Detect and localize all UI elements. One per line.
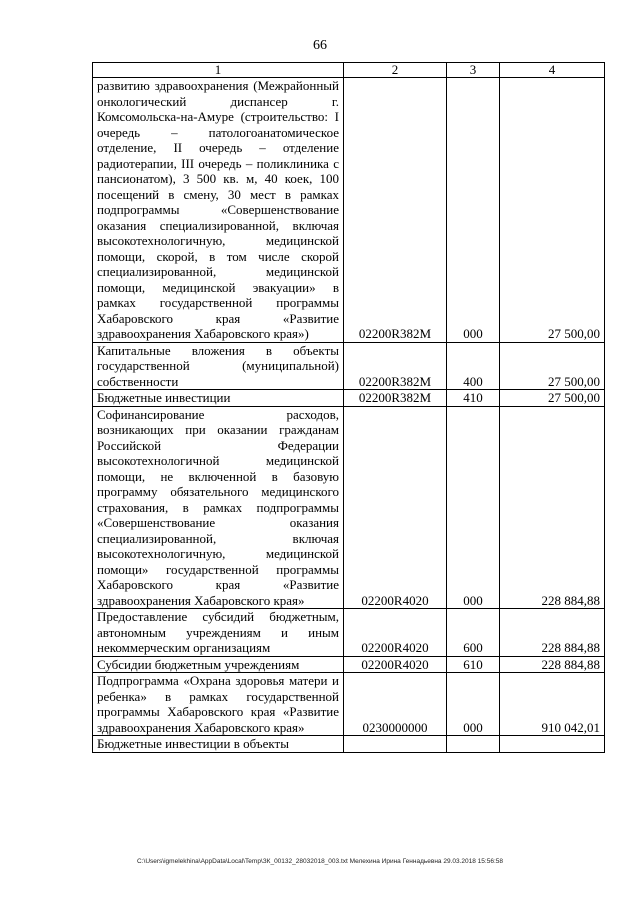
row-code: 02200R4020 (344, 656, 447, 673)
row-description: Субсидии бюджетным учреждениям (93, 656, 344, 673)
document-footer-path: C:\Users\igmelekhina\AppData\Local\Temp\ЗК_00132_28032018_003.txt Мелехина Ирина Геннадьевна 29.03.2018 15:56:58 (137, 858, 503, 865)
row-amount: 27 500,00 (500, 78, 605, 343)
row-code: 02200R382M (344, 390, 447, 407)
table-row (93, 609, 605, 657)
column-header-1: 1 (93, 63, 344, 78)
row-type: 400 (447, 342, 500, 390)
table-row (93, 406, 605, 609)
table-row (93, 390, 605, 407)
row-description: развитию здравоохранения (Межрайонный онкологический диспансер г. Комсомольска-на-Амуре (строительство: I очередь – патологоанатомическое отделение, II очередь – отделение радиотерапии, III очередь – поликлиника с пансионатом), 3 500 кв. м, 40 коек, 100 посещений в смену, 30 мест в рамках подпрограммы «Совершенствование оказания специализированной, включая высокотехнологичную, медицинской помощи, скорой, в том числе скорой специализированной, медицинской помощи, медицинской эвакуации» в рамках государственной программы Хабаровского края «Развитие здравоохранения Хабаровского края») (93, 78, 344, 343)
row-amount (500, 736, 605, 753)
table-row (93, 78, 605, 343)
row-description: Бюджетные инвестиции в объекты (93, 736, 344, 753)
row-type: 600 (447, 609, 500, 657)
row-type: 000 (447, 673, 500, 736)
row-type: 610 (447, 656, 500, 673)
column-header-2: 2 (344, 63, 447, 78)
row-description: Подпрограмма «Охрана здоровья матери и ребенка» в рамках государственной программы Хабаровского края «Развитие здравоохранения Хабаровского края» (93, 673, 344, 736)
row-code: 02200R382M (344, 342, 447, 390)
table-row (93, 656, 605, 673)
table-row (93, 736, 605, 753)
table-header-row (93, 63, 605, 78)
table-row (93, 342, 605, 390)
row-code: 02200R4020 (344, 406, 447, 609)
row-type: 410 (447, 390, 500, 407)
row-type: 000 (447, 406, 500, 609)
row-description: Софинансирование расходов, возникающих при оказании гражданам Российской Федерации высокотехнологичной медицинской помощи, не включенной в базовую программу обязательного медицинского страхования, в рамках подпрограммы «Совершенствование оказания специализированной, включая высокотехнологичную, медицинской помощи» государственной программы Хабаровского края «Развитие здравоохранения Хабаровского края» (93, 406, 344, 609)
row-code (344, 736, 447, 753)
row-type (447, 736, 500, 753)
row-description: Капитальные вложения в объекты государственной (муниципальной) собственности (93, 342, 344, 390)
row-code: 0230000000 (344, 673, 447, 736)
row-amount: 228 884,88 (500, 609, 605, 657)
row-amount: 27 500,00 (500, 390, 605, 407)
budget-table (92, 62, 605, 753)
column-header-4: 4 (500, 63, 605, 78)
row-amount: 27 500,00 (500, 342, 605, 390)
row-type: 000 (447, 78, 500, 343)
row-description: Бюджетные инвестиции (93, 390, 344, 407)
row-amount: 228 884,88 (500, 406, 605, 609)
page-number: 66 (313, 38, 327, 53)
row-amount: 910 042,01 (500, 673, 605, 736)
row-code: 02200R382M (344, 78, 447, 343)
row-description: Предоставление субсидий бюджетным, автономным учреждениям и иным некоммерческим организациям (93, 609, 344, 657)
table-row (93, 673, 605, 736)
column-header-3: 3 (447, 63, 500, 78)
row-amount: 228 884,88 (500, 656, 605, 673)
row-code: 02200R4020 (344, 609, 447, 657)
